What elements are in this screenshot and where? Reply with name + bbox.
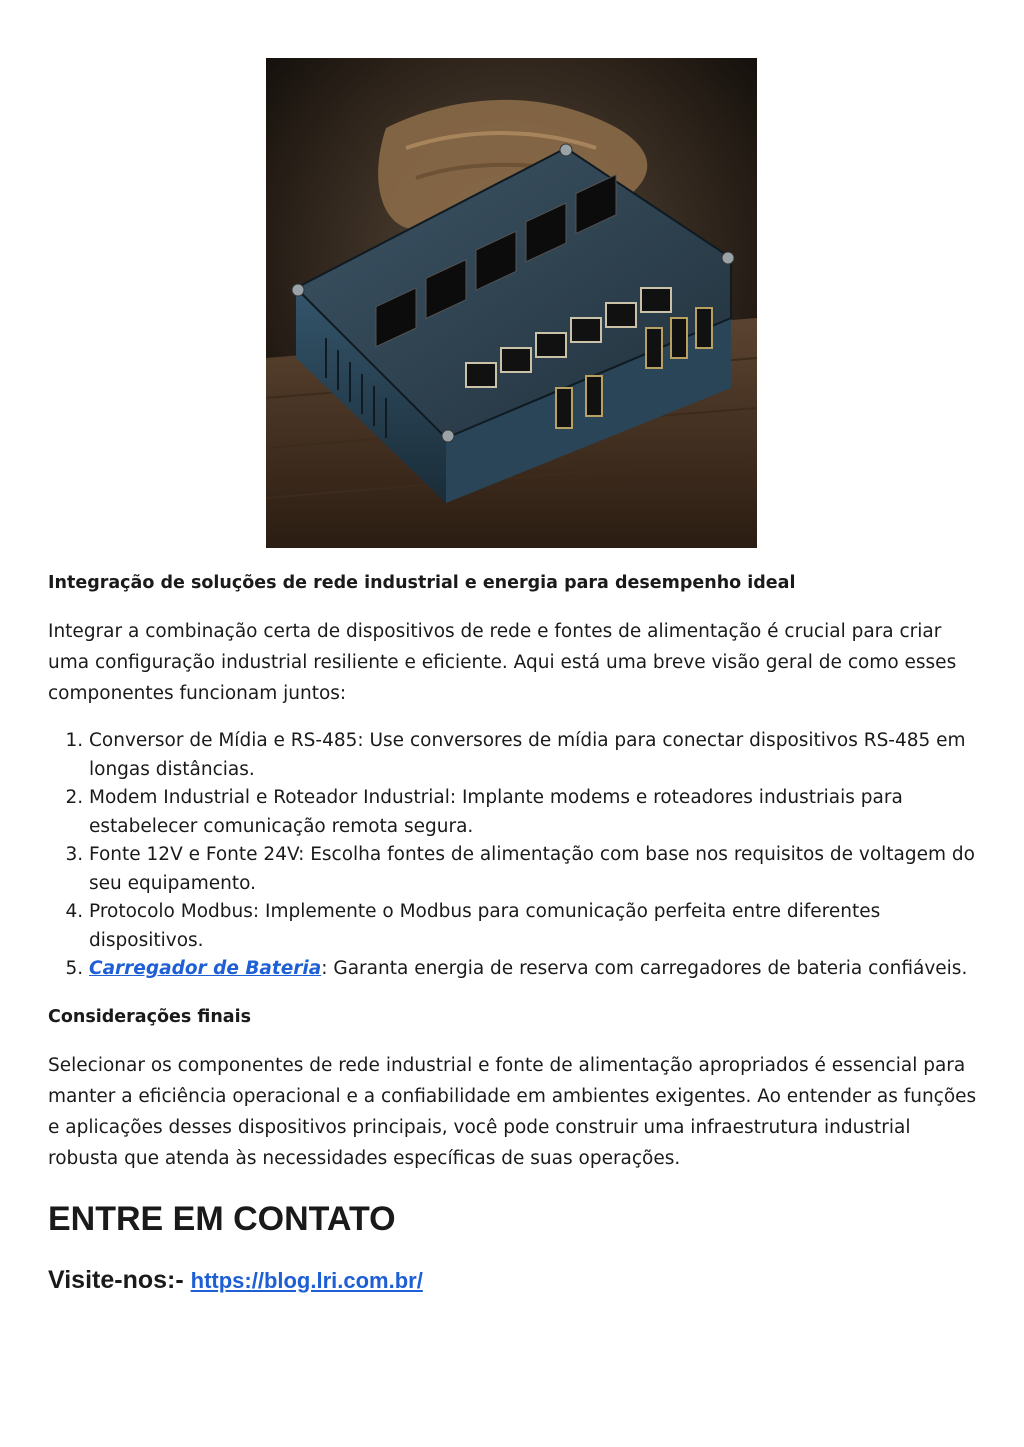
final-heading: Considerações finais bbox=[48, 1006, 252, 1027]
list-item: 3. Fonte 12V e Fonte 24V: Escolha fontes de alimentação com base nos requisitos de voltagem do seu equipamento. bbox=[89, 841, 978, 898]
list-item: 4. Protocolo Modbus: Implemente o Modbus para comunicação perfeita entre diferentes dispositivos. bbox=[89, 898, 978, 955]
document-body bbox=[48, 568, 978, 1299]
list-item: 5. Carregador de Bateria: Garanta energia de reserva com carregadores de bateria confiáveis. bbox=[89, 955, 978, 984]
section-heading: Integração de soluções de rede industrial e energia para desempenho ideal bbox=[48, 573, 796, 593]
intro-paragraph: Integrar a combinação certa de dispositivos de rede e fontes de alimentação é crucial para criar uma configuração industrial resiliente e eficiente. Aqui está uma breve visão geral de como esses componentes funcionam juntos: bbox=[48, 621, 957, 704]
final-paragraph: Selecionar os componentes de rede industrial e fonte de alimentação apropriados é essencial para manter a eficiência operacional e a confiabilidade em ambientes exigentes. Ao entender as funções e aplicações desses dispositivos principais, você pode construir uma infraestrutura industrial robusta que atenda às necessidades específicas de suas operações. bbox=[48, 1054, 977, 1169]
visit-line bbox=[48, 1262, 978, 1299]
contact-heading: ENTRE EM CONTATO bbox=[48, 1199, 396, 1238]
visit-label: Visite-nos:- bbox=[48, 1265, 184, 1294]
industrial-switch-image bbox=[266, 58, 757, 548]
blog-link[interactable]: https://blog.lri.com.br/ bbox=[190, 1267, 423, 1293]
list-item: 2. Modem Industrial e Roteador Industrial: Implante modems e roteadores industriais para estabelecer comunicação remota segura. bbox=[89, 784, 978, 841]
battery-charger-link[interactable]: Carregador de Bateria bbox=[89, 958, 322, 979]
list-item: 1. Conversor de Mídia e RS-485: Use conversores de mídia para conectar dispositivos RS-485 em longas distâncias. bbox=[89, 727, 978, 784]
component-list bbox=[48, 727, 978, 984]
product-photo bbox=[266, 58, 757, 548]
